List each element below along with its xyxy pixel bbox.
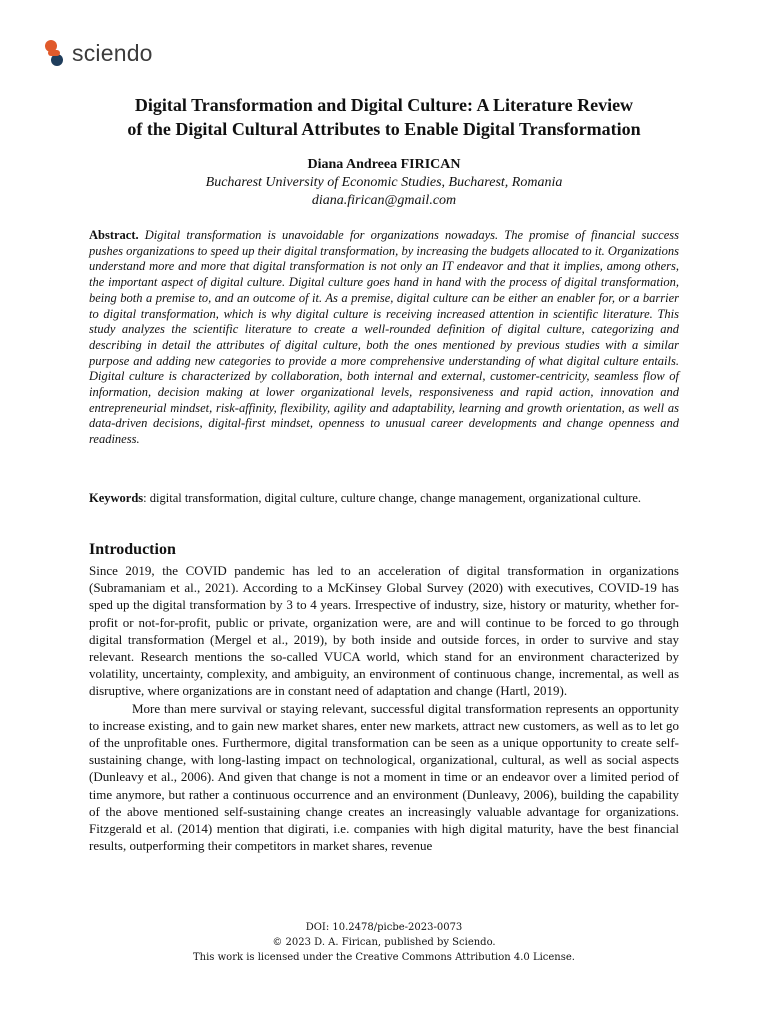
paper-title-line: Digital Transformation and Digital Culture: A Literature Review xyxy=(134,95,634,115)
license-text[interactable]: This work is licensed under the Creative Commons Attribution 4.0 License. xyxy=(193,952,575,963)
abstract xyxy=(89,228,679,448)
author-affiliation: Bucharest University of Economic Studies, Bucharest, Romania xyxy=(205,175,563,190)
paper-title xyxy=(80,93,688,141)
author-block xyxy=(80,156,688,210)
introduction-paragraph: More than mere survival or staying relevant, successful digital transformation represents an opportunity to increase existing, and to gain new market shares, enter new markets, attract new customers, as well as to let go of the unprofitable ones. Furthermore, digital transformation can be seen as a unique opportunity to create self-sustaining change, with long-lasting impact on technological, organizational, cultural, as well as social aspects (Dunleavy et al., 2006). And given that change is not a moment in time or an endeavor over a limited period of time anymore, but rather a continuous occurrence and an environment (Dunleavy, 2006), building the capability of the above mentioned self-sustaining change creates an increasingly valuable advantage for organizations. Fitzgerald et al. (2014) mention that digirati, i.e. companies with high digital maturity, have the best financial results, outperforming their competitors in market shares, revenue xyxy=(89,700,679,854)
introduction-paragraph: Since 2019, the COVID pandemic has led to an acceleration of digital transformation in organizations (Subramaniam et al., 2021). According to a McKinsey Global Survey (2020) with executives, COVID-19 has sped up the digital transformation by 3 to 4 years. Irrespective of industry, size, history or maturity, whether for-profit or not-for-profit, public or private, organization were, are and will continue to be forced to go through digital transformation (Mergel et al., 2019), by both inside and outside forces, in order to survive and stay relevant. Research mentions the so-called VUCA world, which stand for an environment characterized by volatility, uncertainty, complexity, and ambiguity, an environment of continuous change, incremental, as well as disruptive, where organizations are in constant need of adaptation and change (Hartl, 2019). xyxy=(89,563,679,699)
keywords-label: Keywords xyxy=(89,491,144,505)
section-heading-introduction: Introduction xyxy=(89,541,176,558)
publisher-name: sciendo xyxy=(72,39,153,66)
copyright-text: © 2023 D. A. Firican, published by Sciendo. xyxy=(272,937,496,948)
abstract-label: Abstract. xyxy=(89,228,139,242)
keywords-text: : digital transformation, digital culture, culture change, change management, organizational culture. xyxy=(143,491,642,505)
sciendo-logo-icon xyxy=(44,38,64,68)
keywords xyxy=(89,490,679,506)
author-name: Diana Andreea FIRICAN xyxy=(307,157,461,172)
doi-text[interactable]: DOI: 10.2478/picbe-2023-0073 xyxy=(305,922,463,933)
abstract-text: Digital transformation is unavoidable for organizations nowadays. The promise of financial success pushes organizations to speed up their digital transformation, by increasing the budgets allocated to it. Organizations understand more and more that digital transformation is not only an IT endeavor and that it implies, among others, the important aspect of digital culture. Digital culture goes hand in hand with the process of digital transformation, being both a premise to, and an outcome of it. As a premise, digital culture can be either an enabler for, or a barrier to digital transformation, which is why digital culture is receiving increased attention in scientific literature. This study analyzes the scientific literature to create a well-rounded definition of digital culture, categorizing and describing in detail the attributes of digital culture, both the ones mentioned by previous studies with a similar purpose and adding new categories to provide a more comprehensive understanding of what digital culture entails. Digital culture is characterized by collaboration, both internal and external, customer-centricity, seamless flow of information, decision making at lower organizational levels, responsiveness and rapid action, innovation and entrepreneurial mindset, risk-affinity, flexibility, agility and adaptability, learning and growth orientation, as well as data-driven decisions, digital-first mindset, openness to unusual career developments and change openness and readiness. xyxy=(89,228,679,447)
paper-title-line: of the Digital Cultural Attributes to Enable Digital Transformation xyxy=(127,119,641,139)
publisher-logo xyxy=(44,38,153,68)
introduction-body xyxy=(89,562,679,854)
author-email[interactable]: diana.firican@gmail.com xyxy=(311,193,457,208)
page-footer xyxy=(0,920,768,965)
